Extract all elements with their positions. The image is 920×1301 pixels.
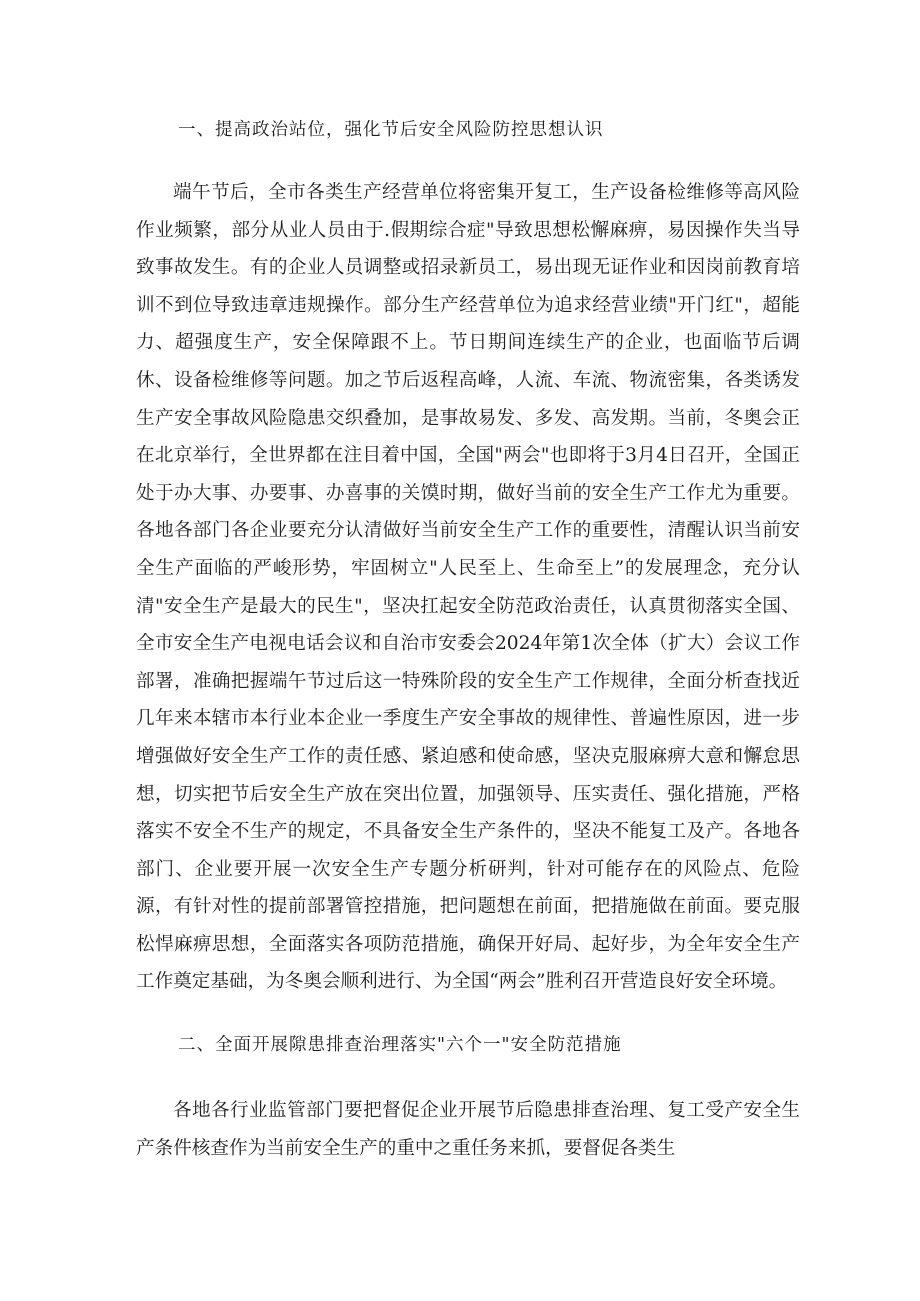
section-1-heading: 一、提高政治站位，强化节后安全风险防控思想认识 <box>178 120 604 140</box>
section-2-paragraph: 各地各行业监管部门要把督促企业开展节后隐患排查治理、复工受产安全生产条件核查作为当前安全生产的重中之重任务来抓，要督促各类生 <box>136 1100 800 1159</box>
section-2-heading: 二、全面开展隙患排查治理落实"六个一"安全防范措施 <box>178 1035 622 1055</box>
section-1-paragraph: 端午节后，全市各类生产经营单位将密集开复工，生产设备检维修等高风险作业频繁，部分从业人员由于.假期综合症"导致思想松懈麻痹，易因操作失当导致事故发生。有的企业人员调整或招录新员工，易出现无证作业和因岗前教育培训不到位导致违章违规操作。部分生产经营单位为追求经营业绩"开门红"，超能力、超强度生产，安全保障跟不上。节日期间连续生产的企业，也面临节后调休、设备检维修等问题。加之节后返程高峰，人流、车流、物流密集，各类诱发生产安全事故风险隐患交织叠加，是事故易发、多发、高发期。当前，冬奥会正在北京举行，全世界都在注目着中国，全国"两会"也即将于3月4日召开，全国正处于办大事、办要事、办喜事的关馍时期，做好当前的安全生产工作尤为重要。各地各部门各企业要充分认清做好当前安全生产工作的重要性，清醒认识当前安全生产面临的严峻形势，牢固树立"人民至上、生命至上”的发展理念，充分认清"安全生产是最大的民生"，坚决扛起安全防范政治责任，认真贯彻落实全国、全市安全生产电视电话会议和自治市安委会2024年第1次全体（扩大）会议工作部署，准确把握端午节过后这一特殊阶段的安全生产工作规律，全面分析查找近几年来本辖市本行业本企业一季度生产安全事故的规律性、普遍性原因，进一步增强做好安全生产工作的责任感、紧迫感和使命感，坚决克服麻痹大意和懈怠思想，切实把节后安全生产放在突出位置，加强领导、压实责任、强化措施，严格落实不安全不生产的规定，不具备安全生产条件的，坚决不能复工及产。各地各部门、企业要开展一次安全生产专题分析研判，针对可能存在的风险点、危险源，有针对性的提前部署管控措施，把问题想在前面，把措施做在前面。要克服松悍麻痹思想，全面落实各项防范措施，确保开好局、起好步，为全年安全生产工作奠定基础，为冬奥会顺利进行、为全国“两会”胜利召开营造良好安全环境。 <box>136 182 800 993</box>
